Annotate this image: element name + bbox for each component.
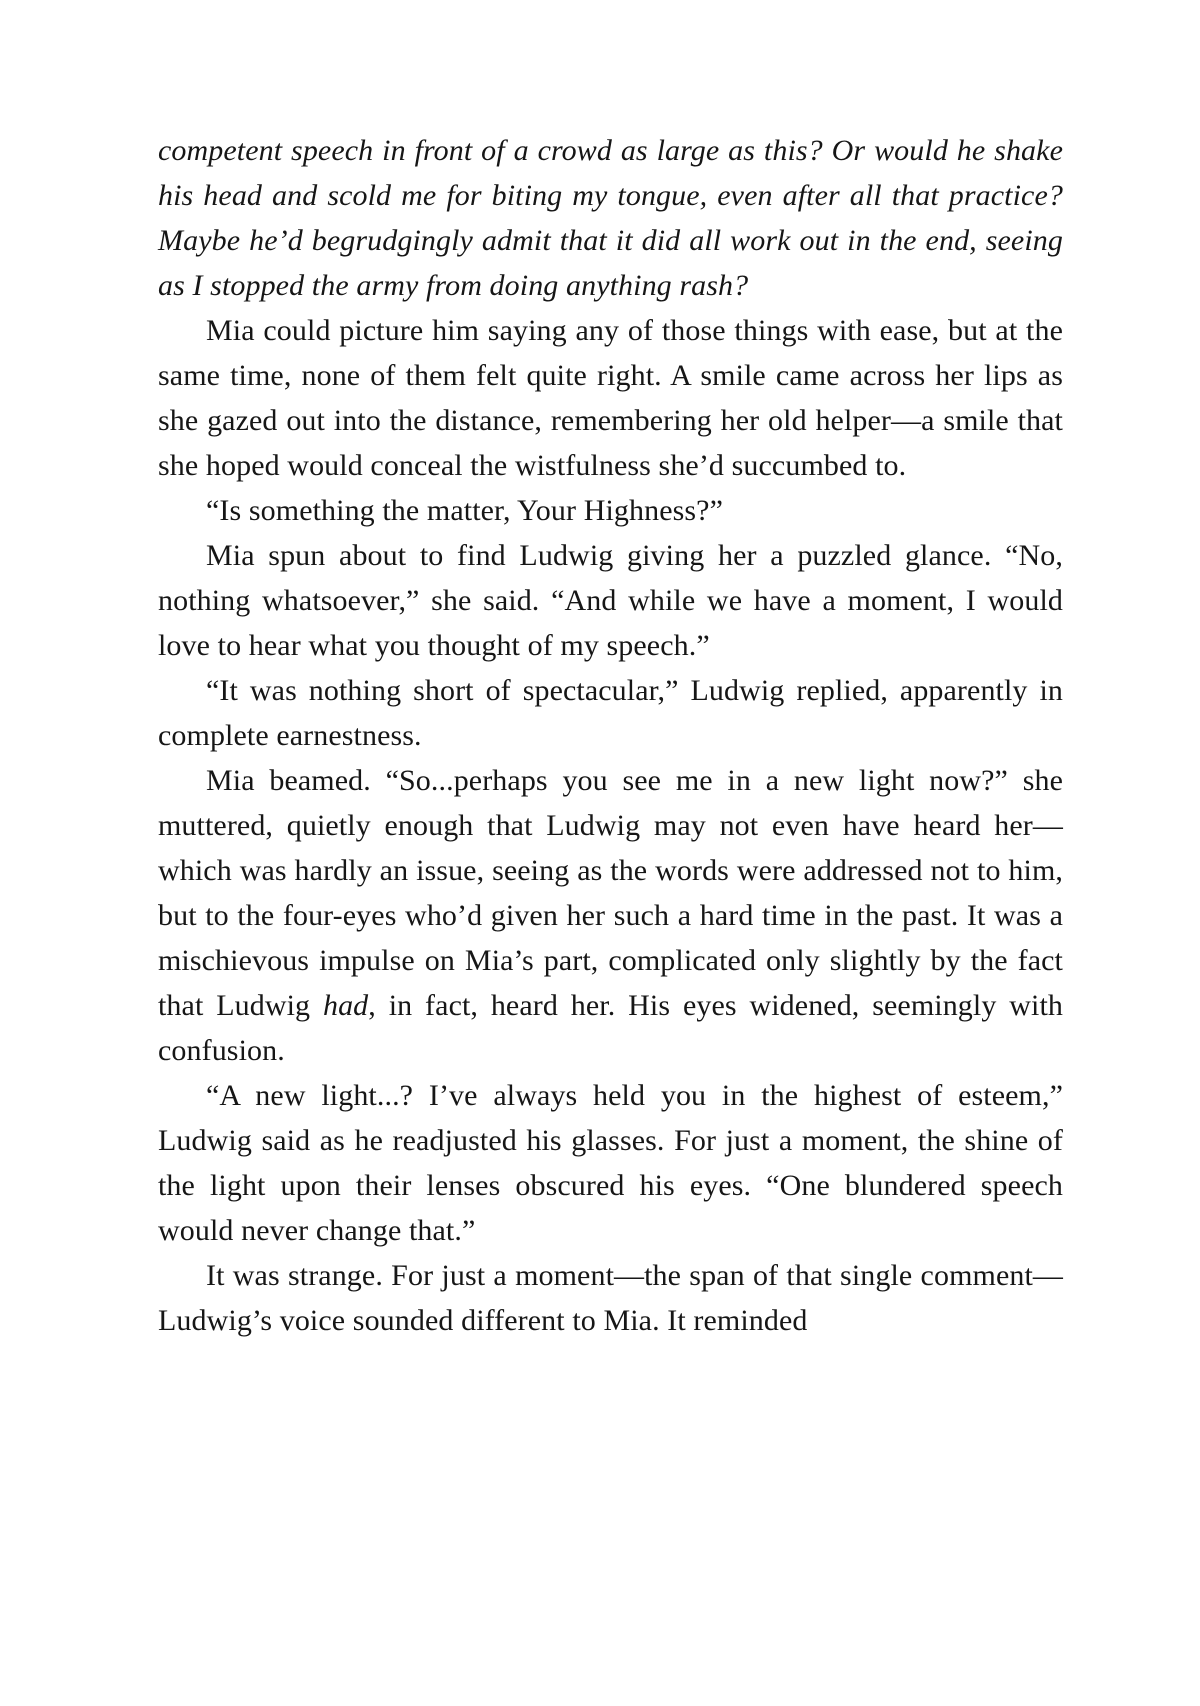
text-run: “It was nothing short of spectacular,” Ludwig replied, apparently in complete earnestness. — [158, 674, 1063, 752]
text-run: Mia could picture him saying any of those things with ease, but at the same time, none of them felt quite right. A smile came across her lips as she gazed out into the distance, remembering her old helper—a smile that she hoped would conceal the wistfulness she’d succumbed to. — [158, 314, 1063, 482]
paragraph — [158, 128, 1063, 308]
paragraph — [158, 533, 1063, 668]
text-run: Mia spun about to find Ludwig giving her a puzzled glance. “No, nothing whatsoever,” she said. “And while we have a moment, I would love to hear what you thought of my speech.” — [158, 539, 1063, 662]
paragraph — [158, 488, 1063, 533]
paragraph — [158, 668, 1063, 758]
text-run: “A new light...? I’ve always held you in the highest of esteem,” Ludwig said as he readjusted his glasses. For just a moment, the shine of the light upon their lenses obscured his eyes. “One blundered speech would never change that.” — [158, 1079, 1063, 1247]
paragraph — [158, 758, 1063, 1073]
text-run: competent speech in front of a crowd as large as this? Or would he shake his head and scold me for biting my tongue, even after all that practice? Maybe he’d begrudgingly admit that it did all work out in the end, seeing as I stopped the army from doing anything rash? — [158, 134, 1063, 302]
text-run: It was strange. For just a moment—the span of that single comment—Ludwig’s voice sounded different to Mia. It reminded — [158, 1259, 1063, 1337]
page-text-block — [158, 128, 1063, 1343]
text-run: , in fact, heard her. His eyes widened, seemingly with confusion. — [158, 989, 1063, 1067]
paragraph — [158, 308, 1063, 488]
text-run: had — [322, 989, 369, 1022]
paragraph — [158, 1073, 1063, 1253]
paragraph — [158, 1253, 1063, 1343]
text-run: Mia beamed. “So...perhaps you see me in a new light now?” she muttered, quietly enough that Ludwig may not even have heard her—which was hardly an issue, seeing as the words were addressed not to him, but to the four-eyes who’d given her such a hard time in the past. It was a mischievous impulse on Mia’s part, complicated only slightly by the fact that Ludwig — [158, 764, 1063, 1022]
text-run: “Is something the matter, Your Highness?” — [206, 494, 723, 527]
